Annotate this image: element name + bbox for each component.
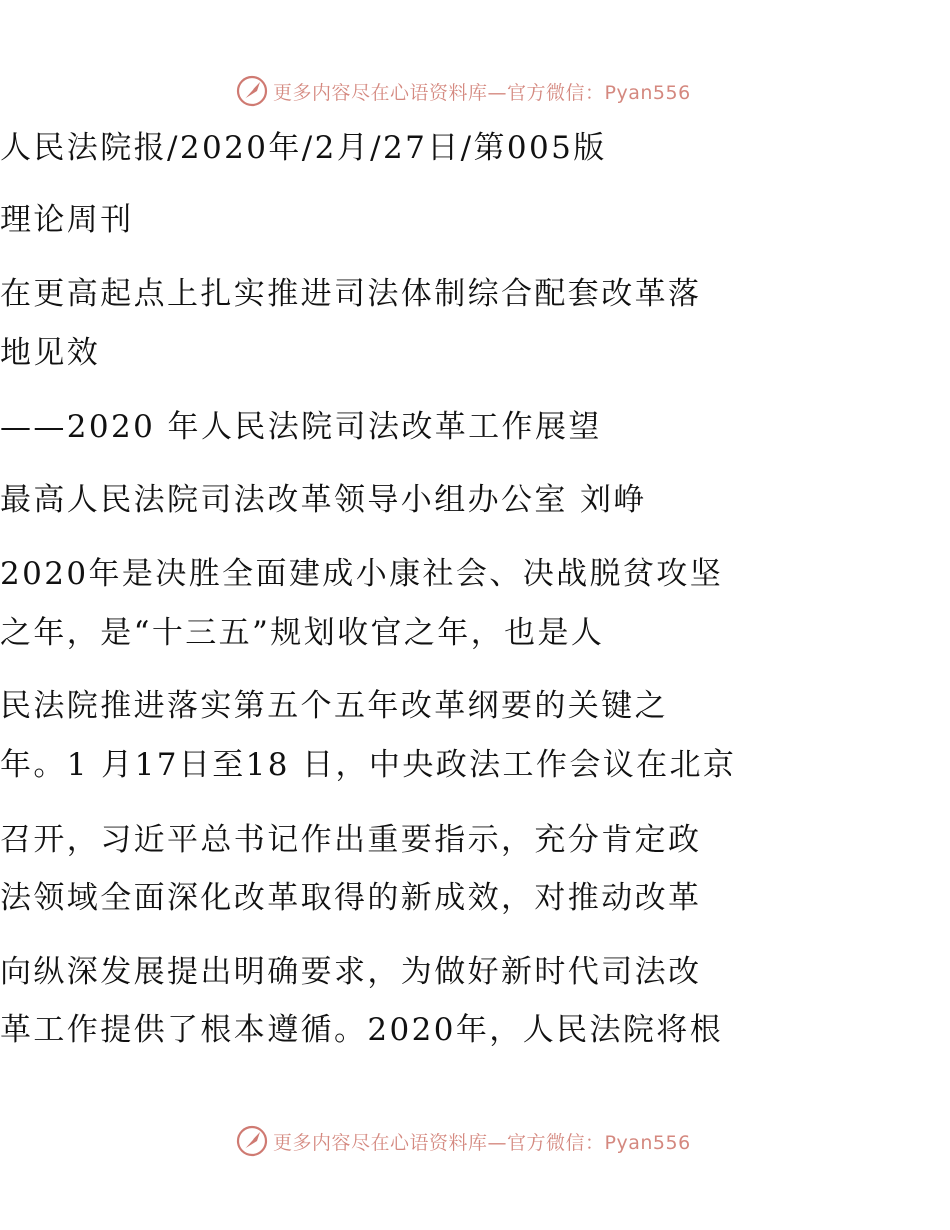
watermark-text: 更多内容尽在心语资料库—官方微信：Pyan556 [273, 1131, 691, 1154]
body-line: 之年，是“十三五”规划收官之年，也是人 [0, 615, 605, 651]
article-title-cont: 地见效 [0, 335, 101, 371]
article-title: 在更高起点上扎实推进司法体制综合配套改革落 [0, 276, 702, 312]
author-line: 最高人民法院司法改革领导小组办公室 刘峥 [0, 482, 647, 518]
body-line: 革工作提供了根本遵循。2020年，人民法院将根 [0, 1012, 724, 1048]
watermark-text: 更多内容尽在心语资料库—官方微信：Pyan556 [273, 81, 691, 104]
body-line: 召开，习近平总书记作出重要指示，充分肯定政 [0, 822, 702, 858]
body-line: 2020年是决胜全面建成小康社会、决战脱贫攻坚 [0, 556, 724, 592]
article-subtitle: ——2020 年人民法院司法改革工作展望 [0, 409, 602, 445]
section-label: 理论周刊 [0, 202, 134, 238]
body-line: 法领域全面深化改革取得的新成效，对推动改革 [0, 880, 702, 916]
quill-logo-icon [235, 1124, 269, 1158]
quill-logo-icon [235, 74, 269, 108]
byline-source: 人民法院报/2020年/2月/27日/第005版 [0, 130, 607, 166]
body-line: 年。1 月17日至18 日，中央政法工作会议在北京 [0, 747, 737, 783]
body-line: 向纵深发展提出明确要求，为做好新时代司法改 [0, 954, 702, 990]
header-watermark [0, 71, 950, 111]
footer-watermark [0, 1121, 950, 1161]
body-line: 民法院推进落实第五个五年改革纲要的关键之 [0, 688, 668, 724]
